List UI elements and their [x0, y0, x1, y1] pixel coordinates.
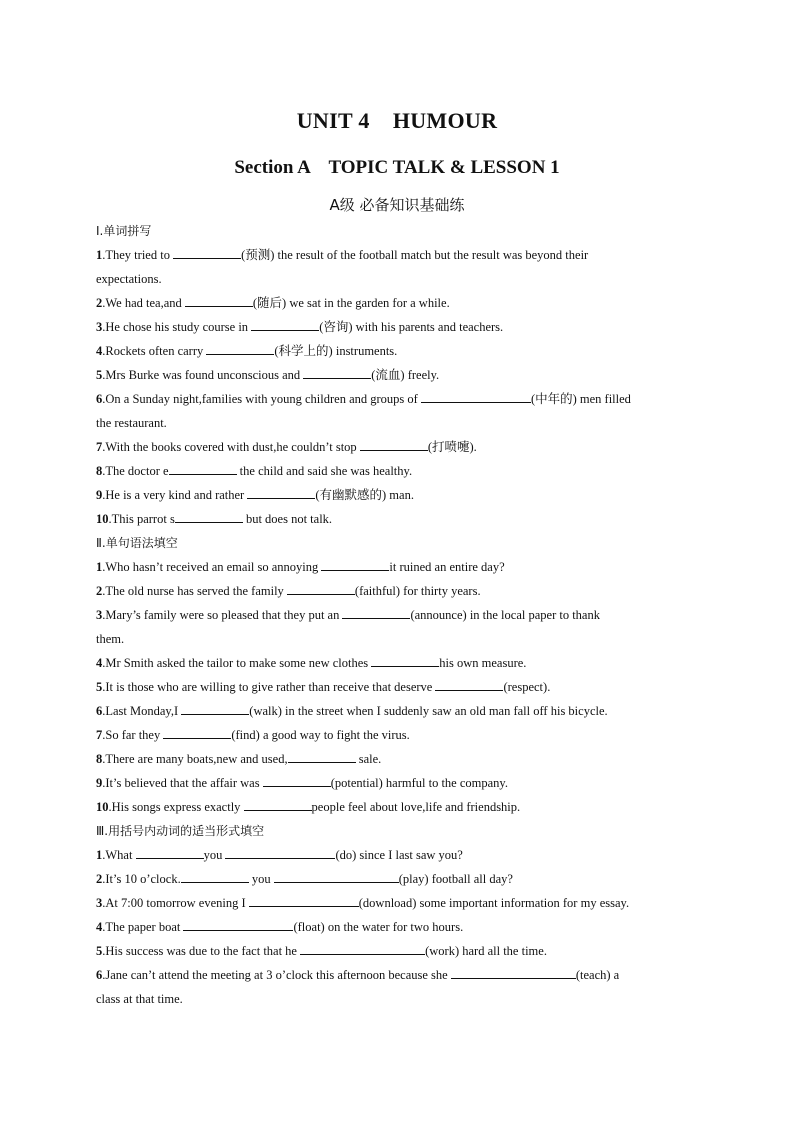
- question-text: class at that time.: [96, 992, 183, 1006]
- question-line: [96, 483, 696, 507]
- question-text: you: [203, 848, 226, 862]
- answer-blank[interactable]: [173, 246, 241, 259]
- answer-blank[interactable]: [249, 894, 359, 907]
- answer-blank[interactable]: [274, 870, 399, 883]
- question-line: [96, 795, 696, 819]
- answer-blank[interactable]: [342, 606, 410, 619]
- question-text: .It is those who are willing to give rather than receive that deserve: [102, 680, 436, 694]
- question-number: 2: [96, 872, 103, 886]
- question-number: 8: [96, 752, 103, 766]
- question-text: .His success was due to the fact that he: [102, 944, 301, 958]
- question-number: 4: [96, 344, 103, 358]
- question-number: 5: [96, 680, 103, 694]
- answer-blank[interactable]: [247, 486, 315, 499]
- answer-blank[interactable]: [244, 798, 312, 811]
- answer-blank[interactable]: [185, 294, 253, 307]
- question-text: (find) a good way to fight the virus.: [231, 728, 410, 742]
- question-text: sale.: [355, 752, 382, 766]
- question-text: .So far they: [102, 728, 164, 742]
- section-title: Section A TOPIC TALK & LESSON 1: [234, 157, 560, 178]
- question-text: (预测) the result of the football match but the result was beyond their: [241, 248, 589, 262]
- answer-blank[interactable]: [300, 942, 425, 955]
- question-line: [96, 291, 696, 315]
- answer-blank[interactable]: [321, 558, 389, 571]
- question-text: .His songs express exactly: [108, 800, 244, 814]
- question-text: (流血) freely.: [371, 368, 440, 382]
- question-line: [96, 771, 696, 795]
- question-number: 8: [96, 464, 103, 478]
- question-text: (download) some important information for my essay.: [358, 896, 630, 910]
- question-text: the restaurant.: [96, 416, 167, 430]
- question-line: [96, 723, 696, 747]
- question-continuation: [96, 267, 696, 291]
- question-text: .He is a very kind and rather: [102, 488, 248, 502]
- question-line: [96, 963, 696, 987]
- question-text: .Rockets often carry: [102, 344, 207, 358]
- question-text: (announce) in the local paper to thank: [410, 608, 600, 622]
- question-number: 6: [96, 704, 103, 718]
- question-number: 1: [96, 248, 103, 262]
- question-text: (teach) a: [575, 968, 620, 982]
- answer-blank[interactable]: [251, 318, 319, 331]
- question-text: .Last Monday,I: [102, 704, 182, 718]
- question-text: (咨询) with his parents and teachers.: [319, 320, 504, 334]
- question-text: (do) since I last saw you?: [335, 848, 463, 862]
- answer-blank[interactable]: [435, 678, 503, 691]
- question-text: expectations.: [96, 272, 162, 286]
- question-line: [96, 603, 696, 627]
- answer-blank[interactable]: [181, 870, 249, 883]
- question-line: [96, 339, 696, 363]
- question-text: .On a Sunday night,families with young children and groups of: [102, 392, 421, 406]
- question-text: (respect).: [503, 680, 551, 694]
- section-heading: Ⅲ.用括号内动词的适当形式填空: [96, 824, 265, 838]
- question-text: .This parrot s: [108, 512, 175, 526]
- question-line: [96, 939, 696, 963]
- question-text: .Mary’s family were so pleased that they put an: [102, 608, 343, 622]
- question-number: 6: [96, 968, 103, 982]
- question-text: (有幽默感的) man.: [315, 488, 414, 502]
- question-line: [96, 675, 696, 699]
- question-number: 7: [96, 440, 103, 454]
- unit-title: UNIT 4 HUMOUR: [296, 108, 498, 133]
- question-text: (中年的) men filled: [530, 392, 631, 406]
- section-heading: Ⅰ.单词拼写: [96, 224, 152, 238]
- question-text: .Who hasn’t received an email so annoying: [102, 560, 322, 574]
- question-text: it ruined an entire day?: [389, 560, 505, 574]
- question-line: [96, 867, 696, 891]
- question-continuation: [96, 627, 696, 651]
- question-number: 2: [96, 296, 103, 310]
- answer-blank[interactable]: [225, 846, 335, 859]
- question-line: [96, 843, 696, 867]
- question-continuation: [96, 411, 696, 435]
- question-line: [96, 651, 696, 675]
- question-text: (随后) we sat in the garden for a while.: [252, 296, 450, 310]
- answer-blank[interactable]: [175, 510, 243, 523]
- question-continuation: [96, 987, 696, 1011]
- question-text: you: [248, 872, 274, 886]
- answer-blank[interactable]: [206, 342, 274, 355]
- exercise-content: [96, 219, 696, 1011]
- question-number: 3: [96, 608, 103, 622]
- question-number: 4: [96, 656, 103, 670]
- question-text: his own measure.: [439, 656, 527, 670]
- question-number: 1: [96, 560, 103, 574]
- answer-blank[interactable]: [451, 966, 576, 979]
- question-line: [96, 315, 696, 339]
- question-text: .Mr Smith asked the tailor to make some new clothes: [102, 656, 372, 670]
- answer-blank[interactable]: [136, 846, 204, 859]
- question-number: 3: [96, 320, 103, 334]
- question-text: .The doctor e: [102, 464, 169, 478]
- question-text: .The old nurse has served the family: [102, 584, 287, 598]
- question-text: .At 7:00 tomorrow evening I: [102, 896, 249, 910]
- question-line: [96, 243, 696, 267]
- question-line: [96, 387, 696, 411]
- question-line: [96, 459, 696, 483]
- question-text: (faithful) for thirty years.: [354, 584, 481, 598]
- question-text: .What: [102, 848, 136, 862]
- question-number: 2: [96, 584, 103, 598]
- question-text: .Jane can’t attend the meeting at 3 o’clock this afternoon because she: [102, 968, 451, 982]
- question-number: 5: [96, 944, 103, 958]
- question-text: .They tried to: [102, 248, 174, 262]
- question-text: (potential) harmful to the company.: [330, 776, 508, 790]
- question-text: (play) football all day?: [398, 872, 513, 886]
- answer-blank[interactable]: [360, 438, 428, 451]
- question-line: [96, 363, 696, 387]
- answer-blank[interactable]: [163, 726, 231, 739]
- question-text: .We had tea,and: [102, 296, 185, 310]
- question-text: (work) hard all the time.: [425, 944, 547, 958]
- section-heading: Ⅱ.单句语法填空: [96, 536, 178, 550]
- question-line: [96, 435, 696, 459]
- question-line: [96, 891, 696, 915]
- question-number: 4: [96, 920, 103, 934]
- question-number: 10: [96, 512, 109, 526]
- level-heading: A级 必备知识基础练: [329, 196, 465, 214]
- question-text: (walk) in the street when I suddenly saw an old man fall off his bicycle.: [249, 704, 608, 718]
- question-text: .He chose his study course in: [102, 320, 252, 334]
- answer-blank[interactable]: [181, 702, 249, 715]
- question-text: but does not talk.: [242, 512, 333, 526]
- question-text: .The paper boat: [102, 920, 184, 934]
- question-text: (float) on the water for two hours.: [293, 920, 464, 934]
- answer-blank[interactable]: [169, 462, 237, 475]
- question-text: people feel about love,life and friendship.: [311, 800, 521, 814]
- question-line: [96, 699, 696, 723]
- question-number: 10: [96, 800, 109, 814]
- question-number: 1: [96, 848, 103, 862]
- question-number: 9: [96, 776, 103, 790]
- question-text: .It’s believed that the affair was: [102, 776, 263, 790]
- question-number: 5: [96, 368, 103, 382]
- question-line: [96, 507, 696, 531]
- question-text: (打喷嚏).: [427, 440, 477, 454]
- question-text: .There are many boats,new and used,: [102, 752, 288, 766]
- question-line: [96, 579, 696, 603]
- answer-blank[interactable]: [183, 918, 293, 931]
- answer-blank[interactable]: [288, 750, 356, 763]
- answer-blank[interactable]: [303, 366, 371, 379]
- question-text: (科学上的) instruments.: [274, 344, 398, 358]
- answer-blank[interactable]: [263, 774, 331, 787]
- question-line: [96, 915, 696, 939]
- question-text: .With the books covered with dust,he couldn’t stop: [102, 440, 360, 454]
- question-text: them.: [96, 632, 125, 646]
- question-line: [96, 747, 696, 771]
- question-text: .It’s 10 o’clock.: [102, 872, 181, 886]
- answer-blank[interactable]: [371, 654, 439, 667]
- question-line: [96, 555, 696, 579]
- question-number: 9: [96, 488, 103, 502]
- question-number: 3: [96, 896, 103, 910]
- answer-blank[interactable]: [287, 582, 355, 595]
- question-number: 6: [96, 392, 103, 406]
- question-number: 7: [96, 728, 103, 742]
- question-text: the child and said she was healthy.: [236, 464, 413, 478]
- question-text: .Mrs Burke was found unconscious and: [102, 368, 304, 382]
- answer-blank[interactable]: [421, 390, 531, 403]
